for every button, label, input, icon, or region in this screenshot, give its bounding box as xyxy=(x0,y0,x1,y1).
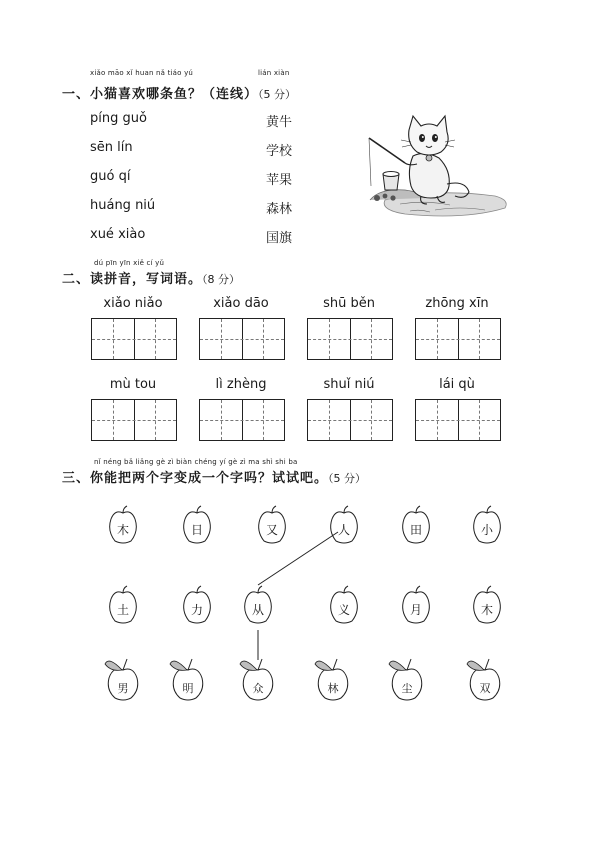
apple-character[interactable] xyxy=(469,505,505,547)
character: 尘 xyxy=(401,682,413,695)
section2-title-pinyin: dú pīn yīn xiě cí yǔ xyxy=(94,259,165,267)
apple-character[interactable] xyxy=(326,585,362,627)
apple-character[interactable] xyxy=(326,505,362,547)
character: 小 xyxy=(480,523,493,537)
match-word-item[interactable]: 学校 xyxy=(266,144,293,159)
apple-character[interactable] xyxy=(254,505,290,547)
character: 日 xyxy=(190,523,203,537)
answer-apple[interactable] xyxy=(168,656,208,702)
section3-score: （5 分） xyxy=(328,472,367,485)
section3-title-pinyin: nǐ néng bǎ liǎng gè zì biàn chéng yí gè zì ma shì shi ba xyxy=(94,458,298,466)
character: 双 xyxy=(479,682,491,695)
answer-apple[interactable] xyxy=(465,656,505,702)
character: 木 xyxy=(480,603,493,617)
match-pinyin-item[interactable]: xué xiào xyxy=(90,227,146,242)
answer-apple[interactable] xyxy=(313,656,353,702)
section2-score: （8 分） xyxy=(202,273,241,286)
match-word-item[interactable]: 森林 xyxy=(266,202,293,217)
character: 男 xyxy=(117,682,129,695)
grid-pinyin-label: zhōng xīn xyxy=(425,296,489,311)
grid-pinyin-label: lái qù xyxy=(439,377,475,392)
grid-pinyin-label: lì zhèng xyxy=(215,377,267,392)
character: 月 xyxy=(409,603,422,617)
character: 从 xyxy=(251,603,264,617)
match-word-item[interactable]: 国旗 xyxy=(266,231,293,246)
answer-apple[interactable] xyxy=(238,656,278,702)
section1-title-text: 一、小猫喜欢哪条鱼？（连线） xyxy=(62,87,259,102)
character: 木 xyxy=(116,523,129,537)
grid-pinyin-label: shū běn xyxy=(323,296,375,311)
grid-pinyin-label: xiǎo niǎo xyxy=(103,296,163,311)
answer-apple[interactable] xyxy=(103,656,143,702)
character: 又 xyxy=(265,523,278,537)
apple-character[interactable] xyxy=(240,585,276,627)
match-pinyin-item[interactable]: guó qí xyxy=(90,169,131,184)
answer-apple[interactable] xyxy=(387,656,427,702)
character: 力 xyxy=(190,603,203,617)
character: 林 xyxy=(327,682,339,695)
section1-instruction-pinyin: lián xiàn xyxy=(258,69,290,77)
section1-score: （5 分） xyxy=(258,88,297,101)
character: 人 xyxy=(337,523,350,537)
section3-title-text: 三、你能把两个字变成一个字吗？试试吧。 xyxy=(62,471,329,486)
character: 明 xyxy=(182,682,194,695)
apple-character[interactable] xyxy=(105,505,141,547)
grid-pinyin-label: mù tou xyxy=(109,377,157,392)
match-pinyin-item[interactable]: huáng niú xyxy=(90,198,156,213)
section1-title-pinyin: xiǎo māo xǐ huan nǎ tiáo yú xyxy=(90,69,194,77)
match-pinyin-item[interactable]: píng guǒ xyxy=(90,111,147,126)
apple-character[interactable] xyxy=(398,505,434,547)
character: 土 xyxy=(116,603,129,617)
match-word-item[interactable]: 苹果 xyxy=(266,173,293,188)
apple-character[interactable] xyxy=(398,585,434,627)
apple-character[interactable] xyxy=(179,505,215,547)
apple-character[interactable] xyxy=(105,585,141,627)
apple-character[interactable] xyxy=(179,585,215,627)
apple-character[interactable] xyxy=(469,585,505,627)
match-word-item[interactable]: 黄牛 xyxy=(266,115,293,130)
grid-pinyin-label: xiǎo dāo xyxy=(213,296,269,311)
character: 众 xyxy=(252,682,264,695)
grid-pinyin-label: shuǐ niú xyxy=(323,377,375,392)
section2-title-text: 二、读拼音，写词语。 xyxy=(62,272,203,287)
character: 田 xyxy=(409,523,422,537)
match-pinyin-item[interactable]: sēn lín xyxy=(90,140,133,155)
character: 义 xyxy=(337,603,350,617)
